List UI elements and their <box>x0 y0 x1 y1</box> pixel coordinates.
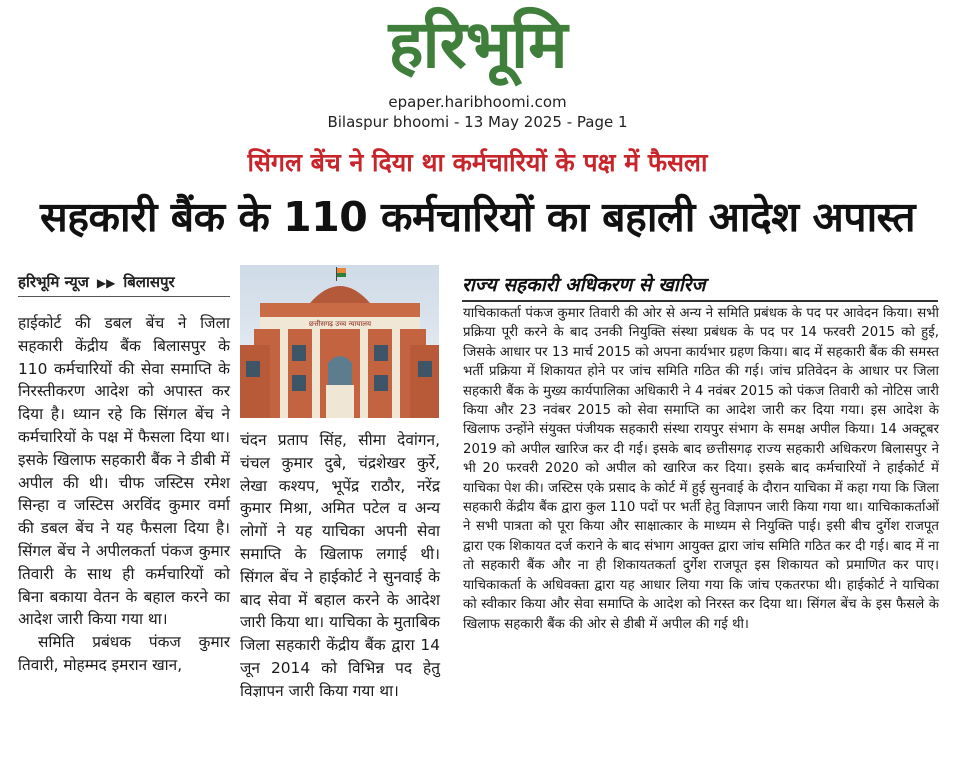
article-kicker: सिंगल बेंच ने दिया था कर्मचारियों के पक्ष में फैसला <box>247 148 708 177</box>
byline-place: बिलासपुर <box>123 273 175 291</box>
article-column-1 <box>18 312 230 677</box>
masthead-logo: हरिभूमि <box>388 5 567 83</box>
article-paragraph: हाईकोर्ट की डबल बेंच ने जिला सहकारी केंद्रीय बैंक बिलासपुर के 110 कर्मचारियों की सेवा समाप्ति के निरस्तीकरण आदेश को अपास्त कर दिया है। ध्यान रहे कि सिंगल बेंच ने कर्मचारियों के पक्ष में फैसला दिया था। इसके खिलाफ सहकारी बैंक ने डीबी में अपील की थी। चीफ जस्टिस रमेश सिन्हा व जस्टिस अरविंद कुमार वर्मा की डबल बेंच ने यह फैसला दिया है। सिंगल बेंच ने अपीलकर्ता पंकज कुमार तिवारी के साथ ही कर्मचारियों को बिना बकाया वेतन के बहाल करने का आदेश जारी किया गया था। <box>18 314 230 629</box>
byline-separator-icon: ▶▶ <box>96 276 116 290</box>
byline <box>18 271 230 297</box>
edition-info: Bilaspur bhoomi - 13 May 2025 - Page 1 <box>327 113 628 131</box>
source-url[interactable]: epaper.haribhoomi.com <box>388 93 567 111</box>
byline-agency: हरिभूमि न्यूज <box>18 273 89 291</box>
court-building-illustration <box>240 265 439 418</box>
court-building-photo <box>240 265 439 418</box>
building-sign: छत्तीसगढ़ उच्च न्यायालय <box>308 320 372 328</box>
article-paragraph: समिति प्रबंधक पंकज कुमार तिवारी, मोहम्मद इमरान खान, <box>18 633 230 674</box>
article-column-2 <box>240 429 440 703</box>
sidebar-body: याचिकाकर्ता पंकज कुमार तिवारी की ओर से अन्य ने समिति प्रबंधक के पद पर आवेदन किया। सभी प्रक्रिया पूरी करने के बाद उनकी नियुक्ति संस्था प्रबंधक के पद पर 14 फरवरी 2015 को हुई, जिसके आधार पर 13 मार्च 2015 को अपना कार्यभार ग्रहण किया। बाद में सहकारी बैंक की समस्त भर्ती प्रक्रिया में शिकायत होने पर जांच समिति गठित की गई। जांच प्रतिवेदन के आधार पर जिला सहकारी बैंक के मुख्य कार्यपालिका अधिकारी ने 4 नवंबर 2015 को पंकज तिवारी को नोटिस जारी किया और 23 नवंबर 2015 को सेवा समाप्ति का आदेश जारी कर दिया गया। इस आदेश के खिलाफ उन्होंने संयुक्त पंजीयक सहकारी संस्था रायपुर संभाग के समक्ष अपील किया। 14 अक्टूबर 2019 को अपील खारिज कर दी गई। इसके बाद छत्तीसगढ़ राज्य सहकारी अधिकरण बिलासपुर ने भी 20 फरवरी 2020 को अपील को खारिज कर दिया। इसके बाद कर्मचारियों ने हाईकोर्ट में याचिका पेश की। जस्टिस एके प्रसाद के कोर्ट में हुई सुनवाई के दौरान याचिका में कहा गया कि जिला सहकारी केंद्रीय बैंक द्वारा कुल 110 पदों पर भर्ती हेतु विज्ञापन जारी किया गया था। याचिकाकर्ताओं ने सभी पात्रता को पूरा किया और साक्षात्कार के माध्यम से नियुक्ति पाई। इसी बीच दुर्गेश राजपूत द्वारा एक शिकायत दर्ज कराने के बाद संभाग आयुक्त द्वारा जांच समिति गठित कर दी गई। बाद में ना तो सहकारी बैंक और ना ही शिकायतकर्ता दुर्गेश राजपूत इस शिकायत को प्रमाणित कर पाए। याचिकाकर्ता के अधिवक्ता द्वारा यह आधार लिया गया कि जांच एकतरफा थी। हाईकोर्ट ने याचिका को स्वीकार किया और सेवा समाप्ति के आदेश को निरस्त कर दिया था। सिंगल बेंच के इस फैसले के खिलाफ सहकारी बैंक की ओर से डीबी में अपील की गई थी। <box>463 306 939 632</box>
source-info <box>0 92 955 132</box>
sidebar-heading: राज्य सहकारी अधिकरण से खारिज <box>462 272 938 302</box>
article-headline: सहकारी बैंक के 110 कर्मचारियों का बहाली आदेश अपास्त <box>39 193 916 241</box>
article-paragraph: चंदन प्रताप सिंह, सीमा देवांगन, चंचल कुमार दुबे, चंद्रशेखर कुर्रे, लेखा कश्यप, भूपेंद्र राठौर, नरेंद्र कुमार मिश्रा, अमित पटेल व अन्य लोगों ने यह याचिका अपनी सेवा समाप्ति के खिलाफ लगाई थी। सिंगल बेंच ने हाईकोर्ट ने सुनवाई के बाद सेवा में बहाल करने के आदेश जारी किया था। याचिका के मुताबिक जिला सहकारी केंद्रीय बैंक द्वारा 14 जून 2014 को विभिन्न पद हेतु विज्ञापन जारी किया गया था। <box>240 431 440 700</box>
